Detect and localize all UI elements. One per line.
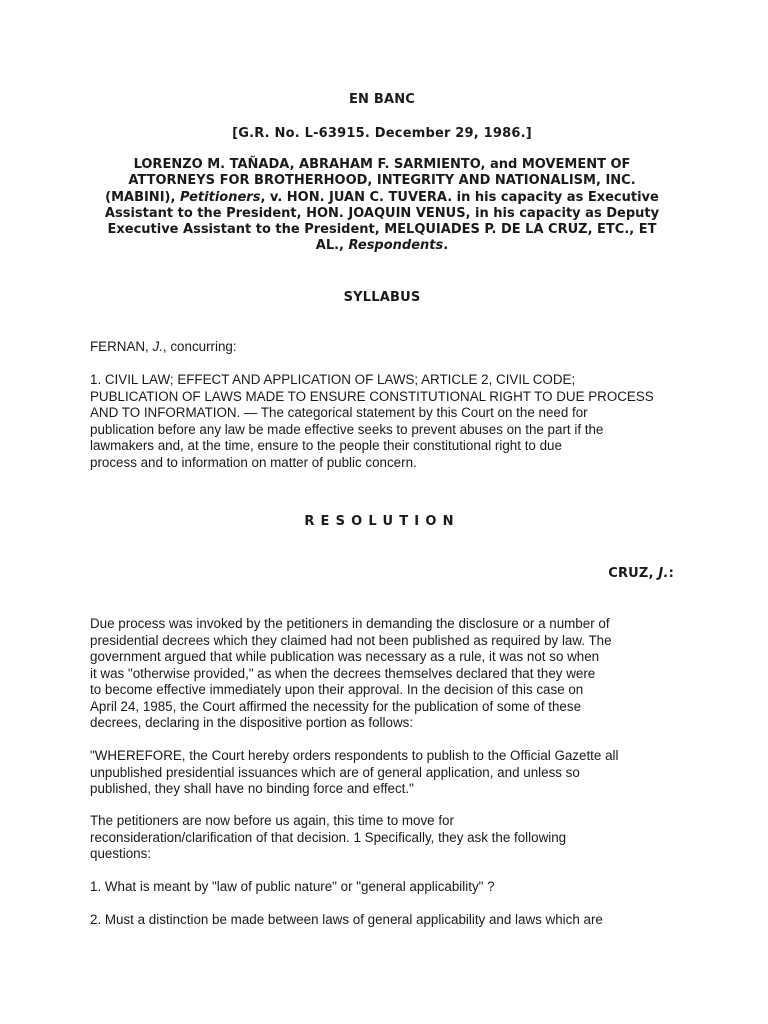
- parties-line-1: LORENZO M. TAÑADA, ABRAHAM F. SARMIENTO, and MOVEMENT OF: [133, 157, 631, 172]
- resolution-paragraph-2: [90, 748, 674, 798]
- paragraph-line: published, they shall have no binding force and effect.": [90, 781, 414, 796]
- paragraph-line: it was "otherwise provided," as when the decrees themselves declared that they were: [90, 665, 596, 681]
- ponente-name: CRUZ,: [608, 566, 659, 581]
- petitioners-label: Petitioners: [179, 189, 261, 205]
- syllabus-line: 1. CIVIL LAW; EFFECT AND APPLICATION OF LAWS; ARTICLE 2, CIVIL CODE;: [90, 372, 576, 387]
- paragraph-line: "WHEREFORE, the Court hereby orders respondents to publish to the Official Gazette all: [90, 748, 619, 763]
- syllabus-heading: SYLLABUS: [343, 290, 421, 305]
- syllabus-line: AND TO INFORMATION. — The categorical statement by this Court on the need for: [90, 405, 588, 420]
- court-division-heading: EN BANC: [348, 92, 416, 107]
- syllabus-line: publication before any law be made effective seeks to prevent abuses on the part if the: [90, 421, 604, 437]
- parties-line-6-post: .: [443, 238, 449, 254]
- paragraph-line: Due process was invoked by the petitioners in demanding the disclosure or a number of: [90, 616, 610, 631]
- paragraph-line: unpublished presidential issuances which are of general application, and unless so: [90, 764, 580, 780]
- parties-line-4: Assistant to the President, HON. JOAQUIN VENUS, in his capacity as Deputy: [104, 205, 660, 221]
- resolution-paragraph-1: [90, 616, 674, 732]
- resolution-heading: RESOLUTION: [304, 514, 460, 529]
- ponente: [90, 566, 674, 581]
- syllabus-paragraph: [90, 372, 674, 471]
- parties-line-2: ATTORNEYS FOR BROTHERHOOD, INTEGRITY AND NATIONALISM, INC.: [128, 173, 636, 189]
- paragraph-line: government argued that while publication was necessary as a rule, it was not so when: [90, 649, 600, 664]
- parties-line-3: [90, 190, 674, 206]
- concurring-name: FERNAN,: [90, 339, 153, 354]
- parties-line-3-pre: (MABINI),: [105, 189, 180, 205]
- concurring-justice: [90, 339, 674, 356]
- respondents-label: Respondents: [348, 238, 444, 254]
- ponente-suffix: :: [668, 566, 674, 581]
- paragraph-line: reconsideration/clarification of that decision. 1 Specifically, they ask the following: [90, 829, 567, 845]
- syllabus-line: PUBLICATION OF LAWS MADE TO ENSURE CONSTITUTIONAL RIGHT TO DUE PROCESS: [90, 388, 654, 404]
- paragraph-line: questions:: [90, 846, 152, 861]
- case-number-heading: [G.R. No. L-63915. December 29, 1986.]: [232, 126, 532, 141]
- paragraph-line: to become effective immediately upon their approval. In the decision of this case on: [90, 682, 584, 697]
- paragraph-line: April 24, 1985, the Court affirmed the necessity for the publication of some of these: [90, 698, 582, 714]
- syllabus-line: process and to information on matter of public concern.: [90, 454, 417, 470]
- paragraph-line: decrees, declaring in the dispositive portion as follows:: [90, 715, 414, 730]
- ponente-title: J.: [658, 566, 669, 581]
- paragraph-line: presidential decrees which they claimed had not been published as required by law. The: [90, 632, 612, 648]
- concurring-suffix: , concurring:: [162, 339, 237, 354]
- paragraph-line: The petitioners are now before us again, this time to move for: [90, 813, 454, 828]
- parties-line-3-post: , v. HON. JUAN C. TUVERA. in his capacity as Executive: [260, 189, 659, 205]
- question-1: 1. What is meant by "law of public nature" or "general applicability" ?: [90, 879, 495, 894]
- parties-line-6-pre: AL.,: [315, 238, 349, 254]
- concurring-title: J.: [152, 339, 163, 354]
- question-2: 2. Must a distinction be made between laws of general applicability and laws which are: [90, 912, 603, 927]
- parties-line-5: Executive Assistant to the President, MELQUIADES P. DE LA CRUZ, ETC., ET: [107, 222, 657, 238]
- syllabus-line: lawmakers and, at the time, ensure to the people their constitutional right to due: [90, 438, 562, 453]
- parties-line-6: [90, 238, 674, 254]
- case-parties: [90, 157, 674, 255]
- resolution-paragraph-3: [90, 813, 674, 863]
